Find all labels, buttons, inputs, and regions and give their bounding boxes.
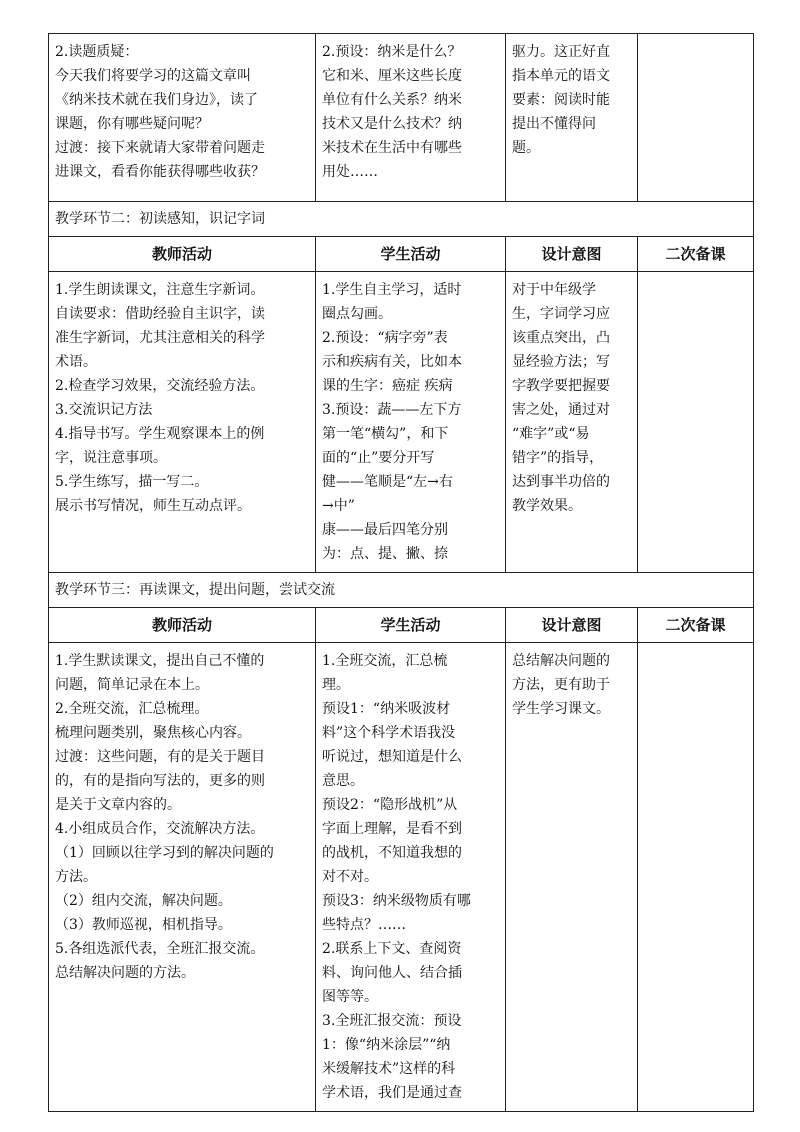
header-row (49, 237, 754, 272)
text-line: 过渡：这些问题，有的是关于题目 (55, 749, 265, 765)
teacher-activity-cell (49, 272, 316, 573)
text-line: 预设1：“纳米吸波材 (322, 701, 451, 717)
text-line: →中” (322, 498, 355, 514)
text-line: 害之处，通过对 (512, 402, 610, 418)
text-line: 理。 (322, 677, 350, 693)
content-row-reading-questions (49, 34, 754, 202)
section-row-2 (49, 202, 754, 237)
header-design-intent: 设计意图 (506, 608, 638, 643)
text-line: 显经验方法；写 (512, 354, 610, 370)
text-line: 1：像“纳米涂层”“纳 (322, 1037, 451, 1053)
text-line: 5.学生练写，描一写二。 (55, 474, 209, 490)
text-line: 面的“止”要分开写 (322, 450, 435, 466)
text-line: 为：点、提、撇、捺 (322, 546, 448, 562)
text-line: 1.学生自主学习，适时 (322, 282, 462, 298)
text-line: 自读要求：借助经验自主识字，读 (55, 306, 265, 322)
text-line: 的，有的是指向写法的，更多的则 (55, 773, 265, 789)
text-line: 《纳米技术就在我们身边》，读了 (55, 92, 258, 108)
text-line: 1.全班交流，汇总梳 (322, 653, 448, 669)
text-line: 课题，你有哪些疑问呢？ (55, 116, 209, 132)
text-line: “难字”或“易 (512, 426, 590, 442)
text-line: 字，说注意事项。 (55, 450, 167, 466)
section-title: 教学环节三：再读课文，提出问题，尝试交流 (49, 573, 754, 608)
text-line: 过渡：接下来就请大家带着问题走 (55, 140, 265, 156)
text-line: 要素：阅读时能 (512, 92, 610, 108)
text-line: 学术语，我们是通过查 (322, 1085, 462, 1101)
text-line: 的战机，不知道我想的 (322, 845, 462, 861)
teacher-activity-cell (49, 643, 316, 1112)
text-line: 字面上理解，是看不到 (322, 821, 462, 837)
student-activity-cell (316, 272, 506, 573)
text-line: 展示书写情况，师生互动点评。 (55, 498, 251, 514)
text-line: 3.全班汇报交流：预设 (322, 1013, 462, 1029)
text-line: 意思。 (322, 773, 364, 789)
text-line: 4.小组成员合作，交流解决方法。 (55, 821, 265, 837)
header-student-activity: 学生活动 (316, 608, 506, 643)
text-line: 教学效果。 (512, 498, 582, 514)
text-line: 些特点？…… (322, 917, 406, 933)
text-line: 驱力。这正好直 (512, 44, 610, 60)
second-preparation-cell (638, 272, 754, 573)
text-line: 米缓解技术”这样的科 (322, 1061, 456, 1077)
text-line: 1.学生默读课文，提出自己不懂的 (55, 653, 265, 669)
text-line: 图等等。 (322, 989, 378, 1005)
text-line: 它和米、厘米这些长度 (322, 68, 462, 84)
second-preparation-cell (638, 643, 754, 1112)
content-row-questions-exchange (49, 643, 754, 1112)
text-line: 听说过，想知道是什么 (322, 749, 462, 765)
text-line: 术语。 (55, 354, 97, 370)
text-line: 字教学要把握要 (512, 378, 610, 394)
header-teacher-activity: 教师活动 (49, 608, 316, 643)
text-line: 问题，简单记录在本上。 (55, 677, 209, 693)
text-line: 预设3：纳米级物质有哪 (322, 893, 471, 909)
text-line: 总结解决问题的 (512, 653, 610, 669)
text-line: 指本单元的语文 (512, 68, 610, 84)
text-line: 健——笔顺是“左→右 (322, 474, 453, 490)
header-row (49, 608, 754, 643)
section-title: 教学环节二：初读感知，识记字词 (49, 202, 754, 237)
content-row-word-learning (49, 272, 754, 573)
header-design-intent: 设计意图 (506, 237, 638, 272)
text-line: 示和疾病有关，比如本 (322, 354, 462, 370)
text-line: 2.检查学习效果，交流经验方法。 (55, 378, 265, 394)
text-line: 对于中年级学 (512, 282, 596, 298)
text-line: 课的生字：癌症 疾病 (322, 378, 453, 394)
text-line: 用处…… (322, 164, 378, 180)
text-line: （1）回顾以往学习到的解决问题的 (55, 845, 274, 861)
text-line: 单位有什么关系？纳米 (322, 92, 462, 108)
text-line: 料、询问他人、结合插 (322, 965, 462, 981)
header-student-activity: 学生活动 (316, 237, 506, 272)
text-line: 技术又是什么技术？纳 (322, 116, 462, 132)
text-line: 2.联系上下文、查阅资 (322, 941, 462, 957)
text-line: 2.预设：纳米是什么？ (322, 44, 462, 60)
text-line: 该重点突出，凸 (512, 330, 610, 346)
design-intent-cell (506, 34, 638, 202)
text-line: 1.学生朗读课文，注意生字新词。 (55, 282, 265, 298)
text-line: 是关于文章内容的。 (55, 797, 181, 813)
header-second-preparation: 二次备课 (638, 608, 754, 643)
text-line: 错字”的指导， (512, 450, 604, 466)
text-line: 预设2：“隐形战机”从 (322, 797, 458, 813)
text-line: 梳理问题类别，聚焦核心内容。 (55, 725, 251, 741)
text-line: 4.指导书写。学生观察课本上的例 (55, 426, 265, 442)
text-line: 提出不懂得问 (512, 116, 596, 132)
text-line: 圈点勾画。 (322, 306, 392, 322)
text-line: 方法，更有助于 (512, 677, 610, 693)
header-teacher-activity: 教师活动 (49, 237, 316, 272)
text-line: （3）教师巡视，相机指导。 (55, 917, 232, 933)
design-intent-cell (506, 272, 638, 573)
text-line: 总结解决问题的方法。 (55, 965, 195, 981)
text-line: 2.读题质疑： (55, 44, 139, 60)
text-line: 3.交流识记方法 (55, 402, 153, 418)
text-line: 进课文，看看你能获得哪些收获？ (55, 164, 265, 180)
text-line: 学生学习课文。 (512, 701, 610, 717)
header-second-preparation: 二次备课 (638, 237, 754, 272)
text-line: 第一笔“横勾”，和下 (322, 426, 449, 442)
teacher-activity-cell (49, 34, 316, 202)
text-line: 对不对。 (322, 869, 378, 885)
text-line: 康——最后四笔分别 (322, 522, 448, 538)
text-line: 米技术在生活中有哪些 (322, 140, 462, 156)
text-line: 今天我们将要学习的这篇文章叫 (55, 68, 251, 84)
second-preparation-cell (638, 34, 754, 202)
text-line: 准生字新词，尤其注意相关的科学 (55, 330, 265, 346)
student-activity-cell (316, 643, 506, 1112)
section-row-3 (49, 573, 754, 608)
text-line: （2）组内交流，解决问题。 (55, 893, 232, 909)
text-line: 2.全班交流，汇总梳理。 (55, 701, 209, 717)
text-line: 题。 (512, 140, 540, 156)
lesson-plan-table (48, 33, 754, 1112)
text-line: 方法。 (55, 869, 97, 885)
text-line: 达到事半功倍的 (512, 474, 610, 490)
design-intent-cell (506, 643, 638, 1112)
text-line: 5.各组选派代表，全班汇报交流。 (55, 941, 265, 957)
student-activity-cell (316, 34, 506, 202)
text-line: 2.预设：“病字旁”表 (322, 330, 448, 346)
text-line: 3.预设：蔬——左下方 (322, 402, 462, 418)
text-line: 料”这个科学术语我没 (322, 725, 456, 741)
text-line: 生，字词学习应 (512, 306, 610, 322)
